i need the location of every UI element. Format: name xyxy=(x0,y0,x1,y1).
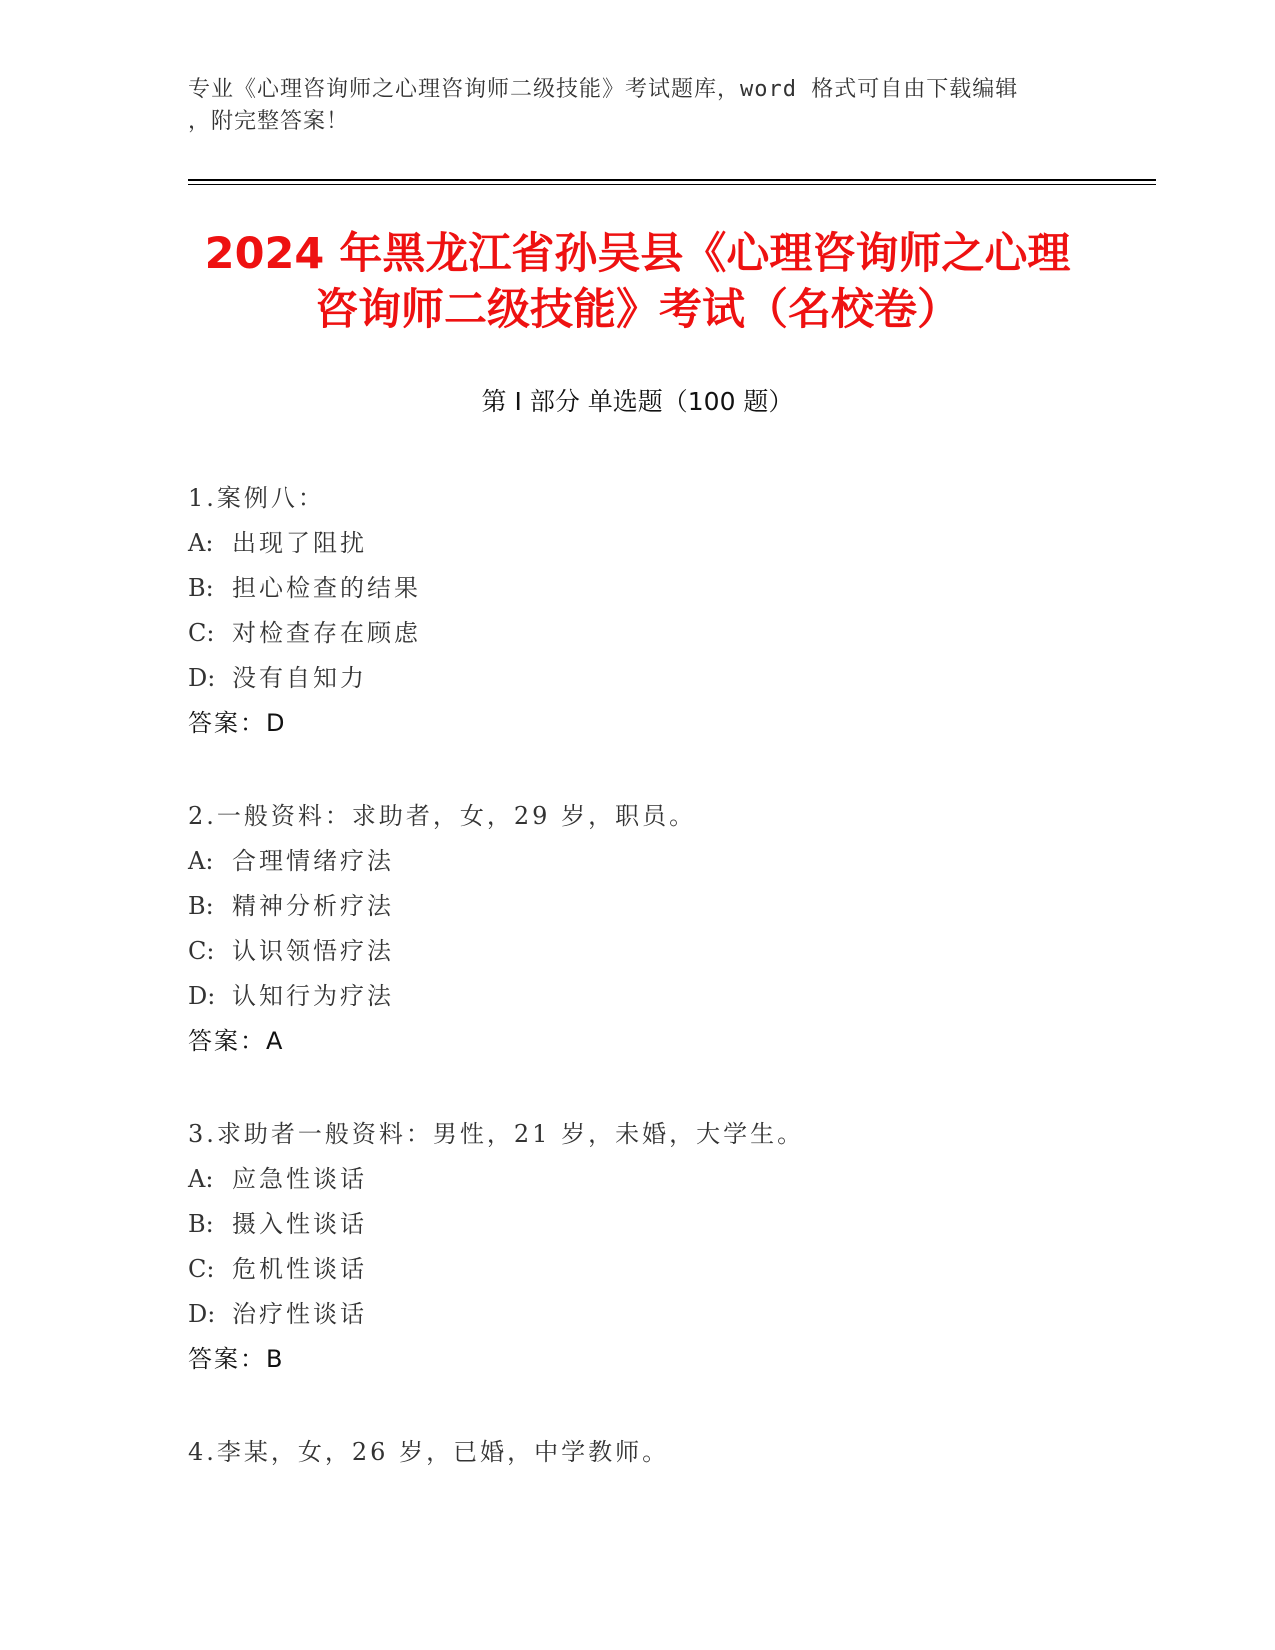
option-text: 出现了阻扰 xyxy=(232,529,367,557)
option-c xyxy=(188,929,1138,974)
header-divider-thick xyxy=(188,179,1156,181)
option-key: A: xyxy=(188,529,214,557)
answer-label: 答案： xyxy=(188,1345,266,1373)
option-text: 合理情绪疗法 xyxy=(232,847,394,875)
answer-value: A xyxy=(266,1027,283,1055)
option-d xyxy=(188,656,1138,701)
document-title-line-1: 2024 年黑龙江省孙吴县《心理咨询师之心理 xyxy=(204,229,1071,279)
option-key: B: xyxy=(188,892,214,920)
section-title: 第 I 部分 单选题（100 题） xyxy=(481,387,794,416)
answer xyxy=(188,1019,1138,1064)
answer xyxy=(188,701,1138,746)
question-stem: 2.一般资料：求助者，女，29 岁，职员。 xyxy=(188,802,697,830)
question-1 xyxy=(188,476,1138,746)
header-note-line-2: ，附完整答案！ xyxy=(188,109,350,134)
option-c xyxy=(188,1247,1138,1292)
answer-value: D xyxy=(266,709,285,737)
option-text: 担心检查的结果 xyxy=(232,574,421,602)
option-c xyxy=(188,611,1138,656)
option-key: C: xyxy=(188,619,215,647)
question-stem: 4.李某，女，26 岁，已婚，中学教师。 xyxy=(188,1438,670,1466)
option-text: 对检查存在顾虑 xyxy=(232,619,421,647)
option-text: 没有自知力 xyxy=(232,664,367,692)
question-3 xyxy=(188,1112,1138,1382)
option-text: 危机性谈话 xyxy=(232,1255,367,1283)
option-b xyxy=(188,884,1138,929)
option-key: A: xyxy=(188,1165,214,1193)
option-a xyxy=(188,839,1138,884)
header-note-line-1: 专业《心理咨询师之心理咨询师二级技能》考试题库，word 格式可自由下载编辑 xyxy=(188,77,1019,102)
option-key: D: xyxy=(188,664,216,692)
option-a xyxy=(188,521,1138,566)
question-4 xyxy=(188,1430,1138,1475)
option-text: 认知行为疗法 xyxy=(232,982,394,1010)
answer-value: B xyxy=(266,1345,283,1373)
question-stem: 1.案例八： xyxy=(188,484,325,512)
option-d xyxy=(188,974,1138,1019)
document-title xyxy=(150,226,1125,338)
option-text: 精神分析疗法 xyxy=(232,892,394,920)
answer xyxy=(188,1337,1138,1382)
option-key: B: xyxy=(188,574,214,602)
option-text: 应急性谈话 xyxy=(232,1165,367,1193)
option-b xyxy=(188,566,1138,611)
question-2 xyxy=(188,794,1138,1064)
answer-label: 答案： xyxy=(188,1027,266,1055)
option-text: 摄入性谈话 xyxy=(232,1210,367,1238)
document-title-line-2: 咨询师二级技能》考试（名校卷） xyxy=(315,285,960,335)
option-key: B: xyxy=(188,1210,214,1238)
header-note xyxy=(188,74,1088,138)
option-key: A: xyxy=(188,847,214,875)
header-divider-thin xyxy=(188,184,1156,185)
option-text: 治疗性谈话 xyxy=(232,1300,367,1328)
answer-label: 答案： xyxy=(188,709,266,737)
question-list xyxy=(188,476,1138,1523)
option-key: D: xyxy=(188,1300,216,1328)
option-key: C: xyxy=(188,1255,215,1283)
option-key: C: xyxy=(188,937,215,965)
option-a xyxy=(188,1157,1138,1202)
option-key: D: xyxy=(188,982,216,1010)
option-d xyxy=(188,1292,1138,1337)
option-b xyxy=(188,1202,1138,1247)
question-stem: 3.求助者一般资料：男性，21 岁，未婚，大学生。 xyxy=(188,1120,805,1148)
option-text: 认识领悟疗法 xyxy=(232,937,394,965)
